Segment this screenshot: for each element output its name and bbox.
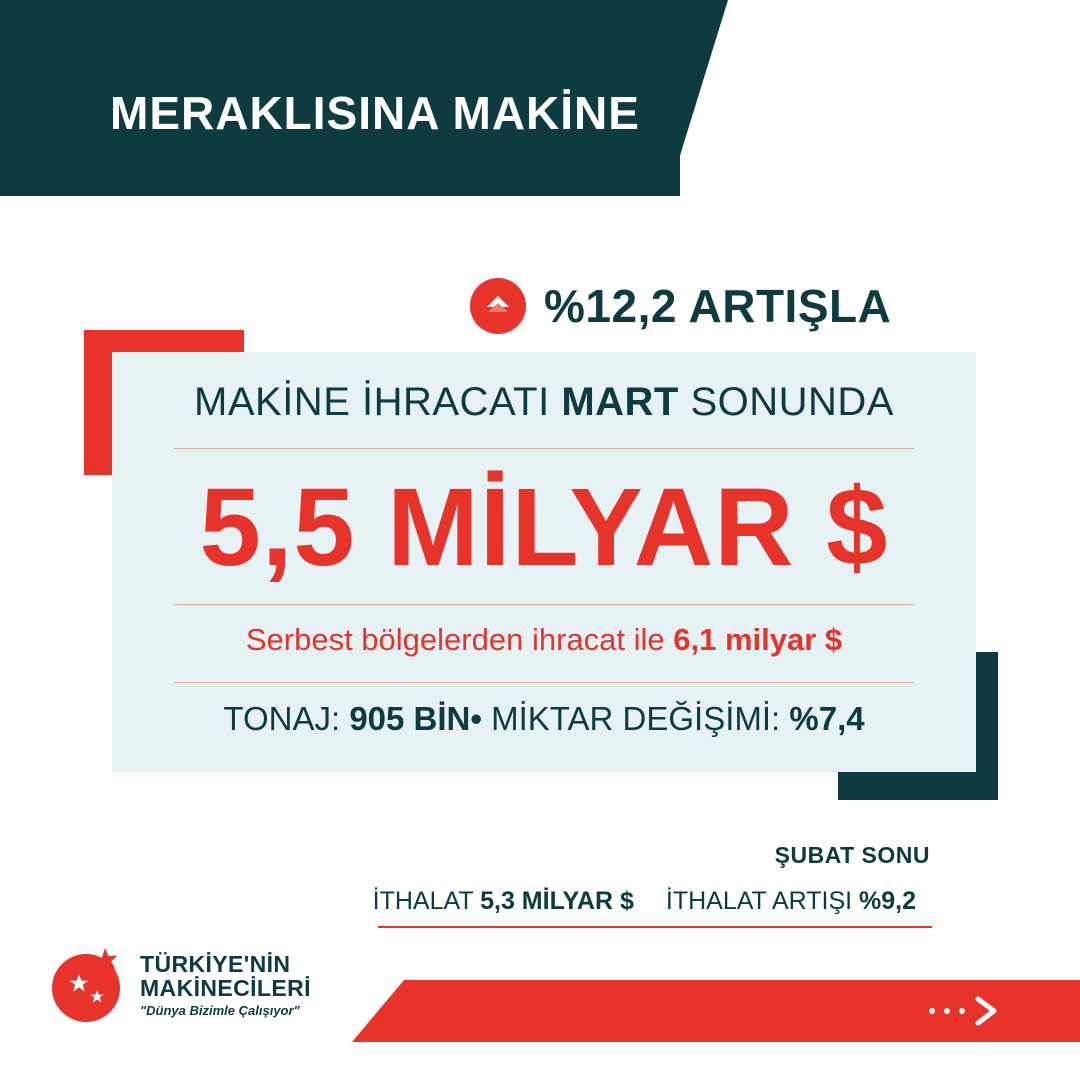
- tonnage-value: 905 BİN: [349, 700, 471, 737]
- up-arrow-icon: [470, 278, 526, 334]
- brand-line-1: TÜRKİYE'NİN: [140, 951, 291, 978]
- card-divider-middle: [174, 604, 914, 605]
- growth-row: [470, 278, 891, 334]
- card-divider-top: [174, 448, 914, 449]
- import-stat: [357, 887, 650, 916]
- import-label: İTHALAT: [372, 886, 481, 915]
- card-headline-prefix: MAKİNE İHRACATI: [194, 380, 562, 424]
- brand-logo-text: [140, 952, 311, 1018]
- tonnage-label: TONAJ:: [223, 700, 350, 737]
- headline-value: 5,5 MİLYAR $: [199, 466, 889, 589]
- footer-stats: [372, 884, 932, 918]
- quantity-change-value: %7,4: [789, 700, 865, 737]
- growth-text: %12,2 ARTIŞLA: [544, 280, 892, 332]
- card-headline-suffix: SONUNDA: [678, 380, 894, 424]
- tonnage-line: [112, 700, 976, 738]
- arrow-dot-1: [929, 1008, 935, 1014]
- card-headline-emphasis: MART: [561, 380, 679, 424]
- free-zone-prefix: Serbest bölgelerden ihracat ile: [245, 622, 674, 657]
- page-title: MERAKLISINA MAKİNE: [110, 87, 640, 139]
- period-label: ŞUBAT SONU: [774, 842, 930, 868]
- star-circle-icon: [52, 948, 126, 1022]
- stat-card: [112, 352, 976, 772]
- card-headline: [112, 380, 976, 425]
- brand-line-2: MAKİNECİLERİ: [140, 975, 311, 1002]
- tonnage-separator: •: [470, 700, 482, 737]
- arrow-dot-2: [944, 1008, 950, 1014]
- quantity-change-label: MİKTAR DEĞİŞİMİ:: [481, 700, 790, 737]
- import-growth-value: %9,2: [859, 886, 916, 915]
- arrow-dot-3: [959, 1008, 965, 1014]
- arrow-right-icon[interactable]: [929, 996, 1018, 1026]
- free-zone-value: 6,1 milyar $: [673, 622, 843, 657]
- import-value: 5,3 MİLYAR $: [480, 886, 634, 915]
- footer-rule: [378, 926, 932, 928]
- import-growth-label: İTHALAT ARTIŞI: [665, 886, 860, 915]
- card-divider-bottom: [174, 682, 914, 683]
- free-zone-line: [112, 622, 976, 658]
- brand-logo: [52, 948, 311, 1022]
- import-growth-stat: [650, 887, 932, 916]
- brand-slogan: "Dünya Bizimle Çalışıyor": [140, 1003, 300, 1019]
